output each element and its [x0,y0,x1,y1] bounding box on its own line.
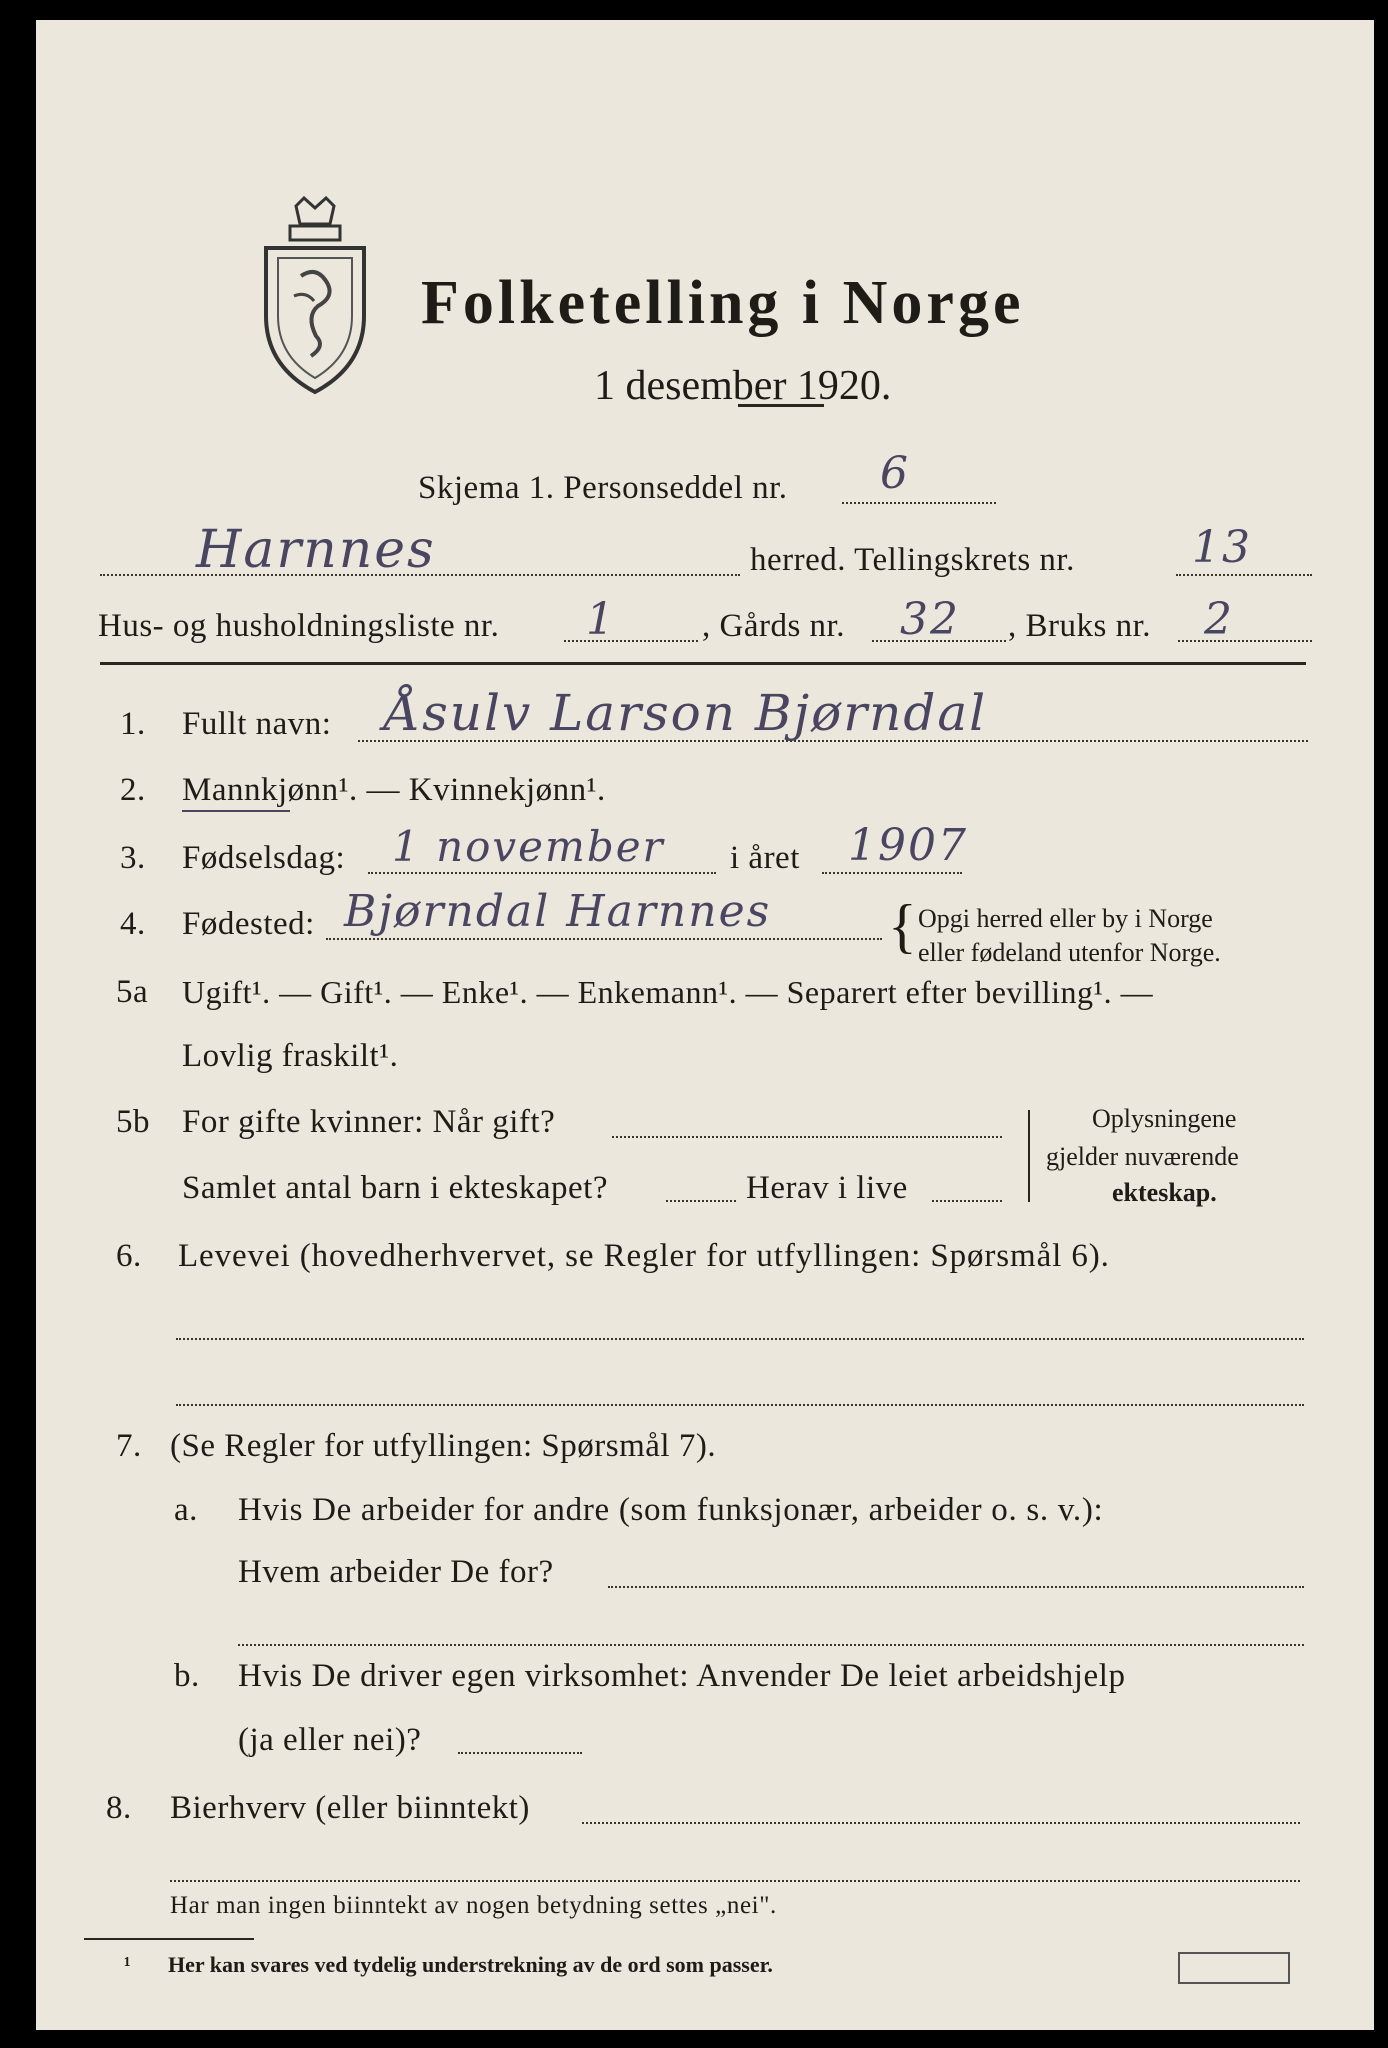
q5a-label-cont: Lovlig fraskilt¹. [182,1038,399,1074]
q5b-note-2: gjelder nuværende [1046,1142,1239,1171]
q5b-divider [1028,1110,1030,1202]
gards-line [872,640,1006,642]
year-label: i året [730,840,800,876]
q3-number: 3. [120,840,146,876]
q4-number: 4. [120,906,146,942]
birthday-line [368,872,716,874]
title-underline [738,404,824,407]
form-date: 1 desember 1920. [594,363,892,409]
personseddel-number[interactable]: 6 [880,448,910,499]
husholdning-line [564,640,698,642]
schema-label: Skjema 1. Personseddel nr. [418,470,788,506]
q1-label: Fullt navn: [182,706,332,742]
q6-line-1 [176,1338,1304,1340]
q4-note-2: eller fødeland utenfor Norge. [918,938,1221,967]
printer-stamp [1178,1952,1290,1984]
gards-label: , Gårds nr. [702,608,845,644]
q7b-label: Hvis De driver egen virksomhet: Anvender De leiet arbeidshjelp [238,1658,1126,1694]
q1-number: 1. [120,706,146,742]
q8-line-2 [170,1880,1300,1882]
q4-note-1: Opgi herred eller by i Norge [918,904,1213,933]
husholdning-number[interactable]: 1 [586,594,616,645]
full-name-line [358,740,1308,742]
q5b-note-3: ekteskap. [1112,1178,1217,1207]
birthday-value[interactable]: 1 november [392,822,665,871]
gards-number[interactable]: 32 [900,594,960,645]
q6-label: Levevei (hovedherhvervet, se Regler for utfyllingen: Spørsmål 6). [178,1238,1110,1274]
q4-label: Fødested: [182,906,315,942]
q7a-question: Hvem arbeider De for? [238,1554,554,1590]
q2-number: 2. [120,772,146,808]
q7a-line-1 [608,1586,1304,1588]
q7-label: (Se Regler for utfyllingen: Spørsmål 7). [170,1428,717,1464]
birthplace-line [326,938,882,940]
footnote-rule [84,1938,254,1940]
q8-label: Bierhverv (eller biinntekt) [170,1790,530,1826]
q7b-line [458,1752,582,1754]
bruks-label: , Bruks nr. [1008,608,1152,644]
birth-year-line [822,872,962,874]
full-name-value[interactable]: Åsulv Larson Bjørndal [384,684,988,742]
q5a-label: Ugift¹. — Gift¹. — Enke¹. — Enkemann¹. — Separert efter bevilling¹. — [182,974,1154,1010]
footnote-marker: ¹ [124,1952,131,1977]
q6-line-2 [176,1404,1304,1406]
q4-brace: { [888,893,917,959]
q5b-alive-label: Herav i live [746,1170,908,1206]
q6-number: 6. [116,1238,142,1274]
bruks-line [1178,640,1312,642]
footnote-text: Her kan svares ved tydelig understrekning av de ord som passer. [168,1952,773,1977]
q5b-label: For gifte kvinner: Når gift? [182,1104,556,1140]
alive-line [932,1200,1002,1202]
herred-value[interactable]: Harnnes [196,520,436,580]
birthplace-value[interactable]: Bjørndal Harnnes [344,886,772,937]
mannkjonn-underline [182,810,290,812]
q8-line-1 [582,1822,1300,1824]
header-divider [100,662,1306,665]
q8-number: 8. [106,1790,132,1826]
personseddel-line [842,502,996,504]
q5a-number: 5a [116,974,149,1010]
children-line [666,1200,736,1202]
q7-number: 7. [116,1428,142,1464]
birth-year-value[interactable]: 1907 [848,820,968,871]
form-title: Folketelling i Norge [421,269,1025,337]
coat-of-arms-icon [256,196,374,396]
nar-gift-line [612,1136,1002,1138]
bruks-number[interactable]: 2 [1204,594,1234,645]
tellingskrets-number[interactable]: 13 [1192,522,1252,573]
q7a-line-2 [238,1644,1304,1646]
herred-line [100,574,740,576]
q5b-number: 5b [116,1104,150,1140]
q7a-letter: a. [174,1492,198,1528]
husholdning-label: Hus- og husholdningsliste nr. [98,608,500,644]
herred-label: herred. Tellingskrets nr. [750,542,1075,578]
tellingskrets-line [1176,574,1312,576]
q7a-label: Hvis De arbeider for andre (som funksjonær, arbeider o. s. v.): [238,1492,1104,1528]
income-note: Har man ingen biinntekt av nogen betydning settes „nei". [170,1892,777,1919]
q2-label: Mannkjønn¹. — Kvinnekjønn¹. [182,772,606,808]
q7b-letter: b. [174,1658,200,1694]
q5b-note-1: Oplysningene [1092,1104,1237,1133]
q3-label: Fødselsdag: [182,840,346,876]
q7b-question: (ja eller nei)? [238,1722,422,1758]
q5b-children-label: Samlet antal barn i ekteskapet? [182,1170,609,1206]
